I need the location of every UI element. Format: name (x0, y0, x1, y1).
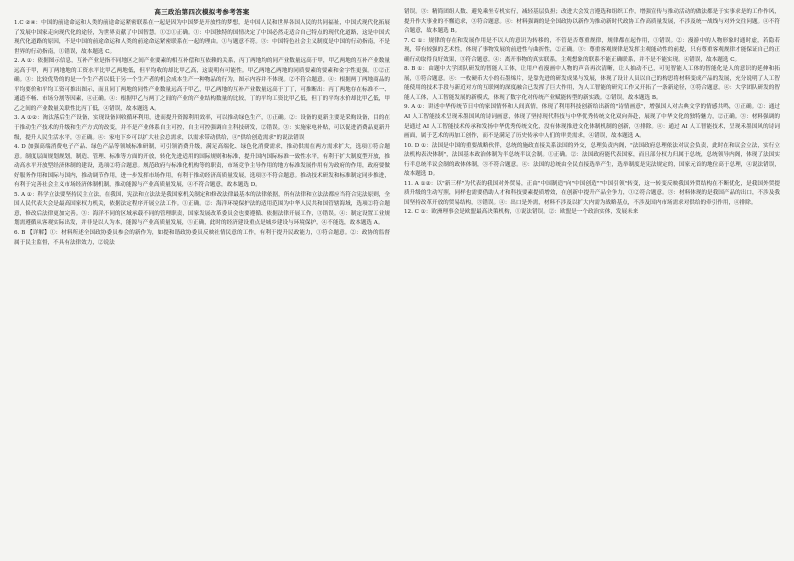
answer-11: 11. A ①②：以"新三样"为代表的我国对外贸易，正由"中国制造"向"中国创造""中国引领"转变，这一转变反映我国外贸结构在不断优化，是我国外贸提质升级的生动写照，同样也需要借助人才和科技要素提质增效，在创新中提升产品全争力，①②符合题意。③：材料体现的是我国产品的出口，不涉及我国坚持改革开放的贸易结构，③错误。④：出口是外需，材料不涉及以扩大内需为战略基点，不涉及国内市场需求对供给的牵引作用，④排除。 (404, 180, 780, 206)
answer-4: 4. D 加强高端消费电子产品、绿色产品等领域标准研制，可引领消费升级，满足高端化、绿色化消费需求，推动供需在两方需求扩大，选项①符合题意。制度层面规划规划，制造、管理、标准等方面的开放，转化先进适用的国际规则和标准，提升国内国际标准一致性水平，有利于扩大制度型开放，推动高水平开放型经济体制的建设，选项②符合题意。规范政府与标准化机构等的职责，市场竞争主导作用的地方标准发展作用有为政府的作用，政府要做好服务作用和国际与国内，推动调节作用，进一步发挥市场作用，有利于推动经济高质量发展，选项③不符合题意。推动技术研发和标准制定同步推进，有利于完善社会主义市场经济体制机制，推动能源与产业高质量发展，④不符合题意，故本题选 D。 (14, 144, 390, 189)
answer-12: 12. C ①：欧洲理事会是欧盟最高决策机构，①说法错误。②：欧盟是一个政治实体，发展未来 (404, 209, 639, 216)
answer-3: 3. A ①②：淘汰落后生产设备，实现设备回收循环利用，进而提升资源利用效率，可以推动绿色生产，①正确。②：设备的更新主要是采购设备，目的在于推动生产技术的升级和生产方式的改变，并不是产业体系自主可控，自主可控强调自主科技研发，②错误。③：实施家电补贴，可以促进消费品更新升级，提升人民生活水平，③正确。④：家电下乡可以扩大社会总需求，以需求带动供给，④"供给创造需求"的说法错误 (14, 115, 390, 141)
left-column (14, 8, 390, 555)
answer-8: 8. B ①：由题中大学团队研发的智能人工体，让用户看漫画中人物的声音再次清晰，让人抽动不已，可见智能人工体的智能化是人的意识的延伸和拓展，①符合题意。④：一枚硬币大小的石墨烯片，是靠先进的研发成果与发展，体现了设计人员以自己的构思将材料变成产品的发展，充分说明了人工智能使用的技术手段与新近对方的互联网的深度融合已发挥了巨大作用，为人工智能的研究工作又开拓了一条新途径，③符合题意。④：大学团队研发的智能人工体，人工智能发展的新模式，体现了数字化对传统产业赋能转型的新实践。②错误，故本题选 B。 (404, 66, 780, 101)
page-title: 高三政治第四次模拟考参考答案 (154, 8, 250, 16)
answer-9: 9. A ①：讲述中华传统节日中的家国情怀和人间真情，体现了利用科技创新给出新的"诗情画意"，增强国人对古典文学的情感共鸣，①正确。②：通过 AI 人工智能技术呈现禾墨国风的诗词画意，体现了坚持现代科技与中华优秀传统文化双向奔赴，展现了中华文化的独特魅力，②正确。③：材料强调的是通过 AI 人工智能技术传承和发扬中华优秀传统文化，没有体现推进文化体制机制的创新，③排除。④：通过 AI 人工智能技术，呈现禾墨国风的诗词画面，属于艺术的再加工创作，而不是满足了历史传承中人们的审美需求，④错误，故本题选 A。 (404, 104, 780, 140)
answer-10: 10. D ①：法国是中国的重要战略伙伴，总统的施政直接关系法国的外交，总理负责内阁，"法国政府总理依法对议会负责，此时在和议会立法，实行立法机构表决体制"，法国基本政治体制为半总统半议会制。①正确。②：法国政府能代表国家，而且部分权力归属于总统，总统领导内阁，体现了法国实行半总统半议会制的政体体制，③不符合题意。④：法国的总统由全民直接选举产生，选举制度是宪法规定的，国家元首的地位高于总理，④说法错误，故本题选 D。 (404, 142, 780, 178)
answer-6: 6. B 【详解】①：材料所述全国政协委员参会的新作为，如提和谐政协委员反映社情民意的工作，有利于提升民政能力，①符合题意。②：政协的监督属于民主监督，不具有法律效力，②说法 (14, 230, 390, 246)
answer-6-cont: 错误。③：精简团组人数、避免乘坐专机实行，减轻基层负担；改进大会发言遵选和组织工作，增强宣传与推动活动的做法都是于实事求是的工作作风，提升作大事业的不懈追求，③符合题意。④：材料强调的是全国政协以新作为推动新时代政协工作高质量发展，不涉及统一战线与对外交往问题。④不符合题意，故本题选 B。 (404, 9, 780, 35)
right-column (404, 8, 780, 555)
answer-1: 1.C ②④：中国的前途命运和人类的前途命运紧密联系在一起是因为中国梦是开放性的梦想，是中国人民和世界各国人民的共同福祉，中国式现代化拓展了发展中国家走向现代化的途径，为世界贡献了中国智慧。①②①正确。①：中国独特的国情决定了中国必然走适合自己特点的现代化道路，这是中国式现代化道路的原因，不是中国的前途命运和人类的前途命运紧密联系在一起的理由。①与题意不符。③：中国特色社会主义制度是中国的行动指南，不是世界的行动指南，①错误，故本题选 C。 (14, 20, 390, 55)
answer-7: 7. C ①：规律的存在和发展作用是不以人的意识为转移的，不管是否尊重规律，规律都在起作用，①错误。②：漫游中的人物形象时通时虚，若隐若现，带有较强的艺术性，体现了事物发展的前进性与曲折性，②正确。③：尊重客观规律是发挥主观能动性的前提，只有尊重客观规律才能保证自己的正确行动取得良好效果，③符合题意。④：离开事物的真实联系，主观想象的联系不能正确联系，并不是不能实现。④错误，故本题选 C。 (404, 37, 780, 63)
two-column-layout (14, 8, 780, 555)
answer-5: 5. A ①：科学立法要坚持民主立法，在我国，宪法和立法法是我国家机关制定和修改法律最基本的法律依据，所有法律和立法法都应当符合宪法原则，全国人民代表大会是最高国家权力机关，依据法定程序开展立法工作。①正确。②：海洋环境保护法的适用范围为中华人民共和国管辖海域，选项②符合题意，修改后法律更加完善。③：海洋不同的区域承载不同的管理职责，国家发展改革委员会也要遵循、依据法律开展工作，③错误。④：制定设置工业规划需遵循从客观实际出发，并非是以人为本，能源与产业高质量发展，⑤正确，此时的经济建设重点是城乡建设与环境保护，④不能选，故本题选 A。 (14, 191, 390, 227)
answer-2: 2. A ①：依据图示信息，互补产业是指不同地区之间产业要素的相互补偿和互依赖的关系，丙丁两地均的同产业数量远高于甲，甲乙两地的互补产业数量远高于甲，两丁两地地的工资水平比甲乙两地低，但平均收的却比甲乙高，这说明有可能性。甲乙两地乙两地的同质要素的要素和金字性更强。①②正确。③：比较优势的的是一个生产者以低于另一个生产者的机会成本生产一种物品的行为，图示内容并不体现。②不符合题意。④：根据两丁两地商品的平均要价和平均工资可推出图示，而且同丁两地的同性产业数量远高于甲乙，甲乙两地的互补产业数量远高于丁丁，可推断出：丙丁两地存在标准不一、通道不畅、市场分割等因素，④正确。④：根据甲乙与两丁之间的产业的产业结构数量的比较，丁的平均工资比甲乙低，但丁的平均水价却比甲乙低，甲乙之间的产业数量关联性比丙丁低，④错误，故本题选 A。 (14, 58, 390, 112)
